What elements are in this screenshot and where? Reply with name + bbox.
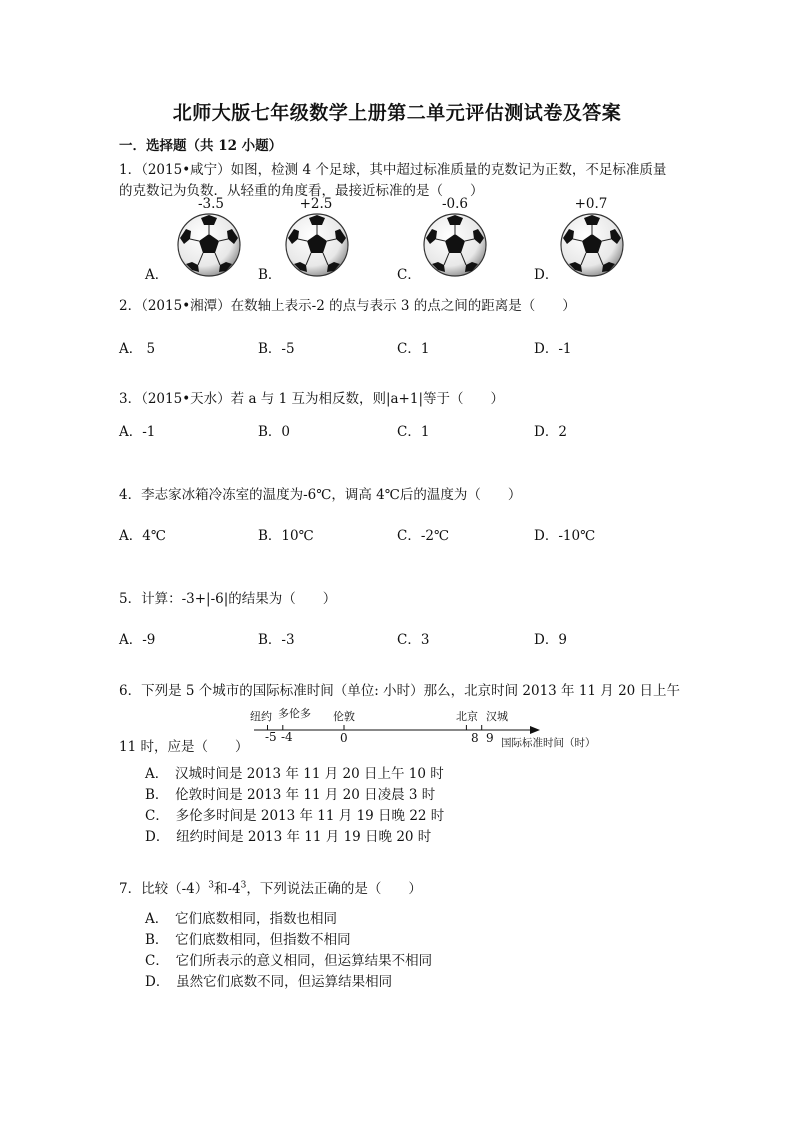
q7-exponent-1: 3 [208,880,214,891]
q7-option-a: A． 它们底数相同，指数也相同 [145,911,337,927]
q4-option-a: A．4℃ [119,528,166,544]
q5-stem: 5．计算：-3+|-6|的结果为（ ） [119,591,337,607]
q3-stem: 3．（2015•天水）若 a 与 1 互为相反数，则|a+1|等于（ ） [119,391,505,407]
q1-option-c-value: -0.6 [441,196,469,212]
city-label-beijing: 北京 [456,710,478,723]
q7-stem-mid: 和-4 [213,881,241,897]
q3-option-a: A．-1 [119,424,156,440]
q1-option-a-value: -3.5 [197,196,225,212]
q4-stem: 4．李志家冰箱冷冻室的温度为-6℃，调高 4℃后的温度为（ ） [119,487,522,503]
q6-option-d: D． 纽约时间是 2013 年 11 月 19 日晚 20 时 [145,829,432,845]
section-heading: 一．选择题（共 12 小题） [119,138,283,154]
q5-option-a: A．-9 [119,632,156,648]
soccer-ball-icon [176,212,242,278]
q6-stem-line2: 11 时，应是（ ） [119,739,249,755]
soccer-ball-icon [559,212,625,278]
q1-option-d-letter: D． [534,267,559,283]
q1-stem-line2: 的克数记为负数．从轻重的角度看，最接近标准的是（ ） [119,183,484,199]
q1-option-b-letter: B． [258,267,282,283]
q4-option-d: D．-10℃ [534,528,596,544]
q4-option-c: C．-2℃ [397,528,450,544]
q7-option-c: C． 它们所表示的意义相同，但运算结果不相同 [145,953,433,969]
axis-label: 国际标准时间（时） [501,737,596,749]
tick-label: -5 [265,730,277,744]
number-line-arrow [530,726,540,734]
q1-stem-line1: 1．（2015•咸宁）如图，检测 4 个足球，其中超过标准质量的克数记为正数，不足标准质量 [119,162,667,178]
q6-option-c: C． 多伦多时间是 2013 年 11 月 19 日晚 22 时 [145,808,445,824]
q2-option-c: C．1 [397,341,430,357]
q5-option-b: B．-3 [258,632,295,648]
city-label-london: 伦敦 [333,710,355,723]
q1-option-d-value: +0.7 [574,196,608,212]
q1-option-b-value: +2.5 [299,196,333,212]
q3-option-b: B．0 [258,424,291,440]
city-label-new-york: 纽约 [250,710,272,723]
q3-option-c: C．1 [397,424,430,440]
tick-label: 9 [486,731,494,745]
tick-label: 0 [340,731,348,745]
q1-option-a-letter: A． [145,267,169,283]
q3-option-d: D．2 [534,424,567,440]
q5-option-c: C．3 [397,632,430,648]
q7-option-d: D． 虽然它们底数不同，但运算结果相同 [145,974,393,990]
city-label-toronto: 多伦多 [278,707,311,720]
q2-option-b: B．-5 [258,341,295,357]
tick-label: 8 [471,731,479,745]
page-title: 北师大版七年级数学上册第二单元评估测试卷及答案 [172,102,622,124]
tick-label: -4 [281,730,293,744]
q7-exponent-2: 3 [240,880,247,891]
q6-stem-line1: 6．下列是 5 个城市的国际标准时间（单位: 小时）那么，北京时间 2013 年 11 月 20 日上午 [119,683,681,699]
soccer-ball-icon [284,212,350,278]
q7-option-b: B． 它们底数相同，但指数不相同 [145,932,351,948]
q7-stem-post: ，下列说法正确的是（ ） [246,881,422,897]
q6-option-a: A． 汉城时间是 2013 年 11 月 20 日上午 10 时 [145,766,444,782]
q7-stem [119,877,422,897]
q6-option-b: B． 伦敦时间是 2013 年 11 月 20 日凌晨 3 时 [145,787,436,803]
q2-option-d: D．-1 [534,341,572,357]
soccer-ball-icon [422,212,488,278]
q4-option-b: B．10℃ [258,528,314,544]
q1-option-c-letter: C． [397,267,421,283]
q7-stem-pre: 7．比较（-4） [119,881,209,897]
q2-stem: 2．（2015•湘潭）在数轴上表示-2 的点与表示 3 的点之间的距离是（ ） [119,298,576,314]
q2-option-a: A． 5 [119,341,156,357]
city-label-seoul: 汉城 [486,710,508,723]
q5-option-d: D．9 [534,632,567,648]
